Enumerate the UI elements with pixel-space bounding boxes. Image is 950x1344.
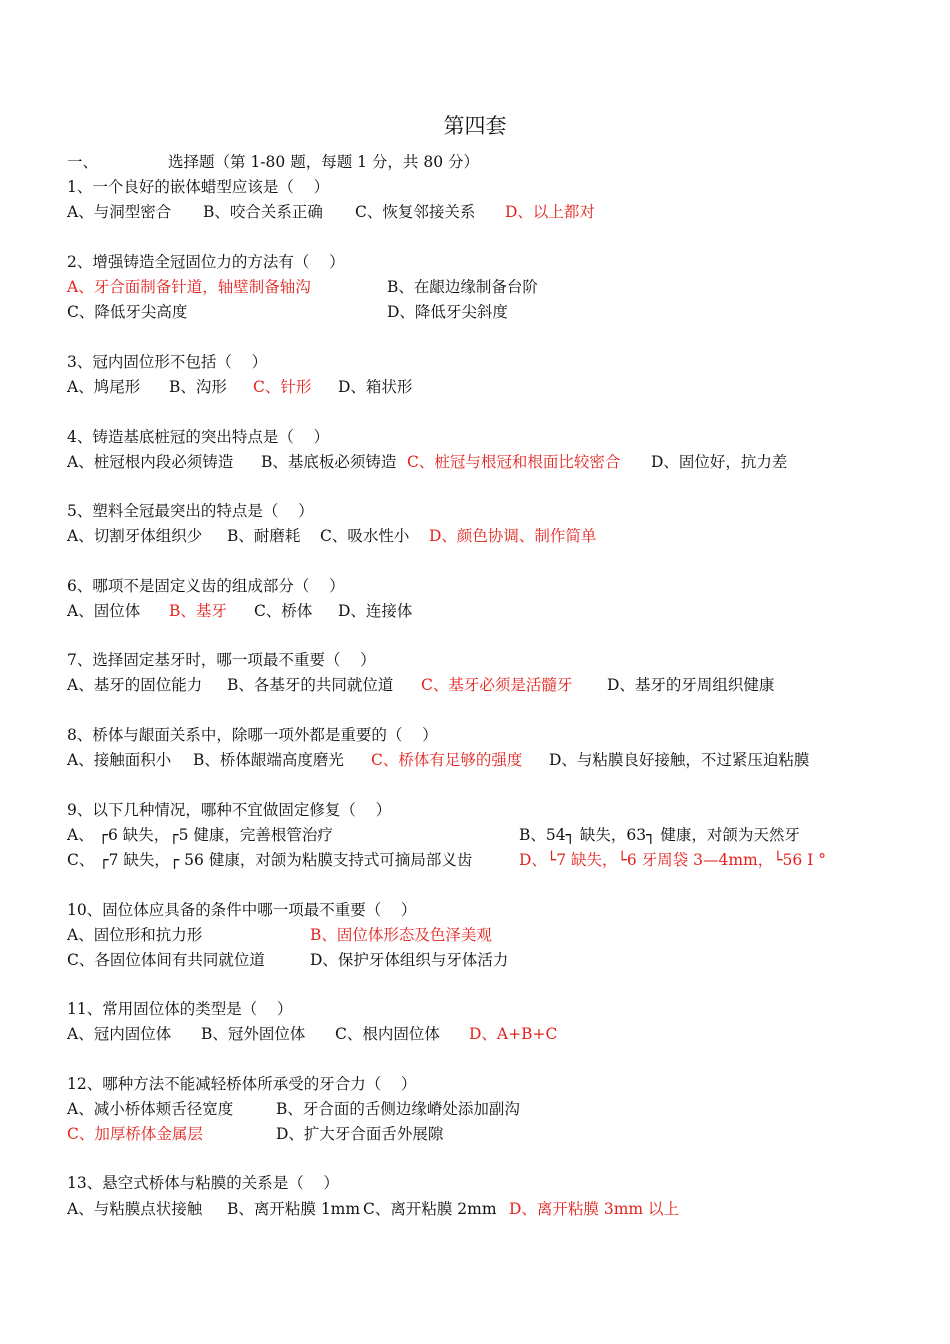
option-c: C、各固位体间有共同就位道 [67, 951, 265, 969]
options-row [67, 276, 887, 298]
question-stem: 6、哪项不是固定义齿的组成部分（ ） [67, 577, 345, 595]
option-b: B、基底板必须铸造 [261, 453, 397, 471]
option-d-answer: D、└7 缺失，└6 牙周袋 3—4mm，└56 Ⅰ ° [519, 851, 826, 869]
options-row [67, 201, 887, 223]
question-stem: 9、以下几种情况，哪种不宜做固定修复（ ） [67, 801, 392, 819]
option-c: C、吸水性小 [320, 527, 410, 545]
option-a: A、固位形和抗力形 [67, 926, 203, 944]
option-a: A、基牙的固位能力 [67, 676, 203, 694]
option-d-answer: D、颜色协调、制作简单 [429, 527, 597, 545]
option-d: D、连接体 [338, 602, 413, 620]
option-b: B、耐磨耗 [227, 527, 301, 545]
option-b: B、桥体龈端高度磨光 [193, 751, 344, 769]
option-b: B、牙合面的舌侧边缘嵴处添加副沟 [276, 1100, 520, 1118]
option-c-answer: C、桩冠与根冠和根面比较密合 [407, 453, 621, 471]
option-d: D、与粘膜良好接触，不过紧压迫粘膜 [549, 751, 810, 769]
option-b: B、咬合关系正确 [203, 203, 323, 221]
option-d: D、降低牙尖斜度 [387, 303, 508, 321]
option-d: D、固位好，抗力差 [651, 453, 788, 471]
options-row [67, 376, 887, 398]
option-a: A、固位体 [67, 602, 141, 620]
section-heading-text: 选择题（第 1-80 题，每题 1 分，共 80 分） [168, 153, 479, 171]
option-a: A、与洞型密合 [67, 203, 172, 221]
options-row [67, 674, 887, 696]
option-c-answer: C、加厚桥体金属层 [67, 1125, 203, 1143]
section-heading [67, 151, 479, 173]
question-stem: 3、冠内固位形不包括（ ） [67, 353, 268, 371]
option-a: A、接触面积小 [67, 751, 172, 769]
option-c: C、离开粘膜 2mm [363, 1200, 497, 1218]
question-stem: 2、增强铸造全冠固位力的方法有（ ） [67, 253, 345, 271]
option-c: C、 ┌7 缺失，┌ 56 健康，对颌为粘膜支持式可摘局部义齿 [67, 851, 473, 869]
option-d: D、保护牙体组织与牙体活力 [310, 951, 509, 969]
option-d-answer: D、离开粘膜 3mm 以上 [509, 1200, 680, 1218]
option-c-answer: C、针形 [253, 378, 312, 396]
option-a: A、冠内固位体 [67, 1025, 172, 1043]
option-c-answer: C、桥体有足够的强度 [371, 751, 523, 769]
option-a: A、桩冠根内段必须铸造 [67, 453, 234, 471]
option-c: C、根内固位体 [335, 1025, 440, 1043]
options-row [67, 924, 887, 946]
question-stem: 12、哪种方法不能减轻桥体所承受的牙合力（ ） [67, 1075, 417, 1093]
option-d: D、基牙的牙周组织健康 [607, 676, 775, 694]
option-a: A、与粘膜点状接触 [67, 1200, 203, 1218]
options-row [67, 1123, 887, 1145]
options-row [67, 1023, 887, 1045]
option-d: D、扩大牙合面舌外展隙 [276, 1125, 444, 1143]
question-stem: 7、选择固定基牙时，哪一项最不重要（ ） [67, 651, 376, 669]
question-stem: 10、固位体应具备的条件中哪一项最不重要（ ） [67, 901, 417, 919]
options-row [67, 525, 887, 547]
option-d-answer: D、A+B+C [469, 1025, 558, 1043]
option-c-answer: C、基牙必须是活髓牙 [421, 676, 573, 694]
option-a: A、鸠尾形 [67, 378, 141, 396]
option-d: D、箱状形 [338, 378, 413, 396]
options-row [67, 849, 887, 871]
option-b: B、离开粘膜 1mm [227, 1200, 361, 1218]
options-row [67, 1198, 887, 1220]
option-a: A、切割牙体组织少 [67, 527, 203, 545]
option-c: C、桥体 [254, 602, 313, 620]
option-b-answer: B、固位体形态及色泽美观 [310, 926, 492, 944]
options-row [67, 451, 887, 473]
option-b-answer: B、基牙 [169, 602, 227, 620]
option-a-answer: A、牙合面制备针道，轴壁制备轴沟 [67, 278, 311, 296]
options-row [67, 600, 887, 622]
option-b: B、沟形 [169, 378, 227, 396]
question-stem: 8、桥体与龈面关系中，除哪一项外都是重要的（ ） [67, 726, 438, 744]
page-title: 第四套 [443, 114, 507, 138]
options-row [67, 301, 887, 323]
option-a: A、 ┌6 缺失，┌5 健康，完善根管治疗 [67, 826, 333, 844]
section-number: 一、 [67, 153, 99, 171]
options-row [67, 824, 887, 846]
question-stem: 1、一个良好的嵌体蜡型应该是（ ） [67, 178, 330, 196]
options-row [67, 749, 887, 771]
question-stem: 5、塑料全冠最突出的特点是（ ） [67, 502, 314, 520]
option-d-answer: D、以上都对 [505, 203, 595, 221]
options-row [67, 949, 887, 971]
option-b: B、54┐ 缺失，63┐ 健康，对颌为天然牙 [519, 826, 800, 844]
option-c: C、降低牙尖高度 [67, 303, 188, 321]
question-stem: 13、悬空式桥体与粘膜的关系是（ ） [67, 1174, 339, 1192]
option-c: C、恢复邻接关系 [355, 203, 476, 221]
question-stem: 4、铸造基底桩冠的突出特点是（ ） [67, 428, 330, 446]
question-stem: 11、常用固位体的类型是（ ） [67, 1000, 293, 1018]
option-b: B、在龈边缘制备台阶 [387, 278, 538, 296]
option-b: B、冠外固位体 [201, 1025, 306, 1043]
option-b: B、各基牙的共同就位道 [227, 676, 394, 694]
options-row [67, 1098, 887, 1120]
option-a: A、减小桥体颊舌径宽度 [67, 1100, 234, 1118]
